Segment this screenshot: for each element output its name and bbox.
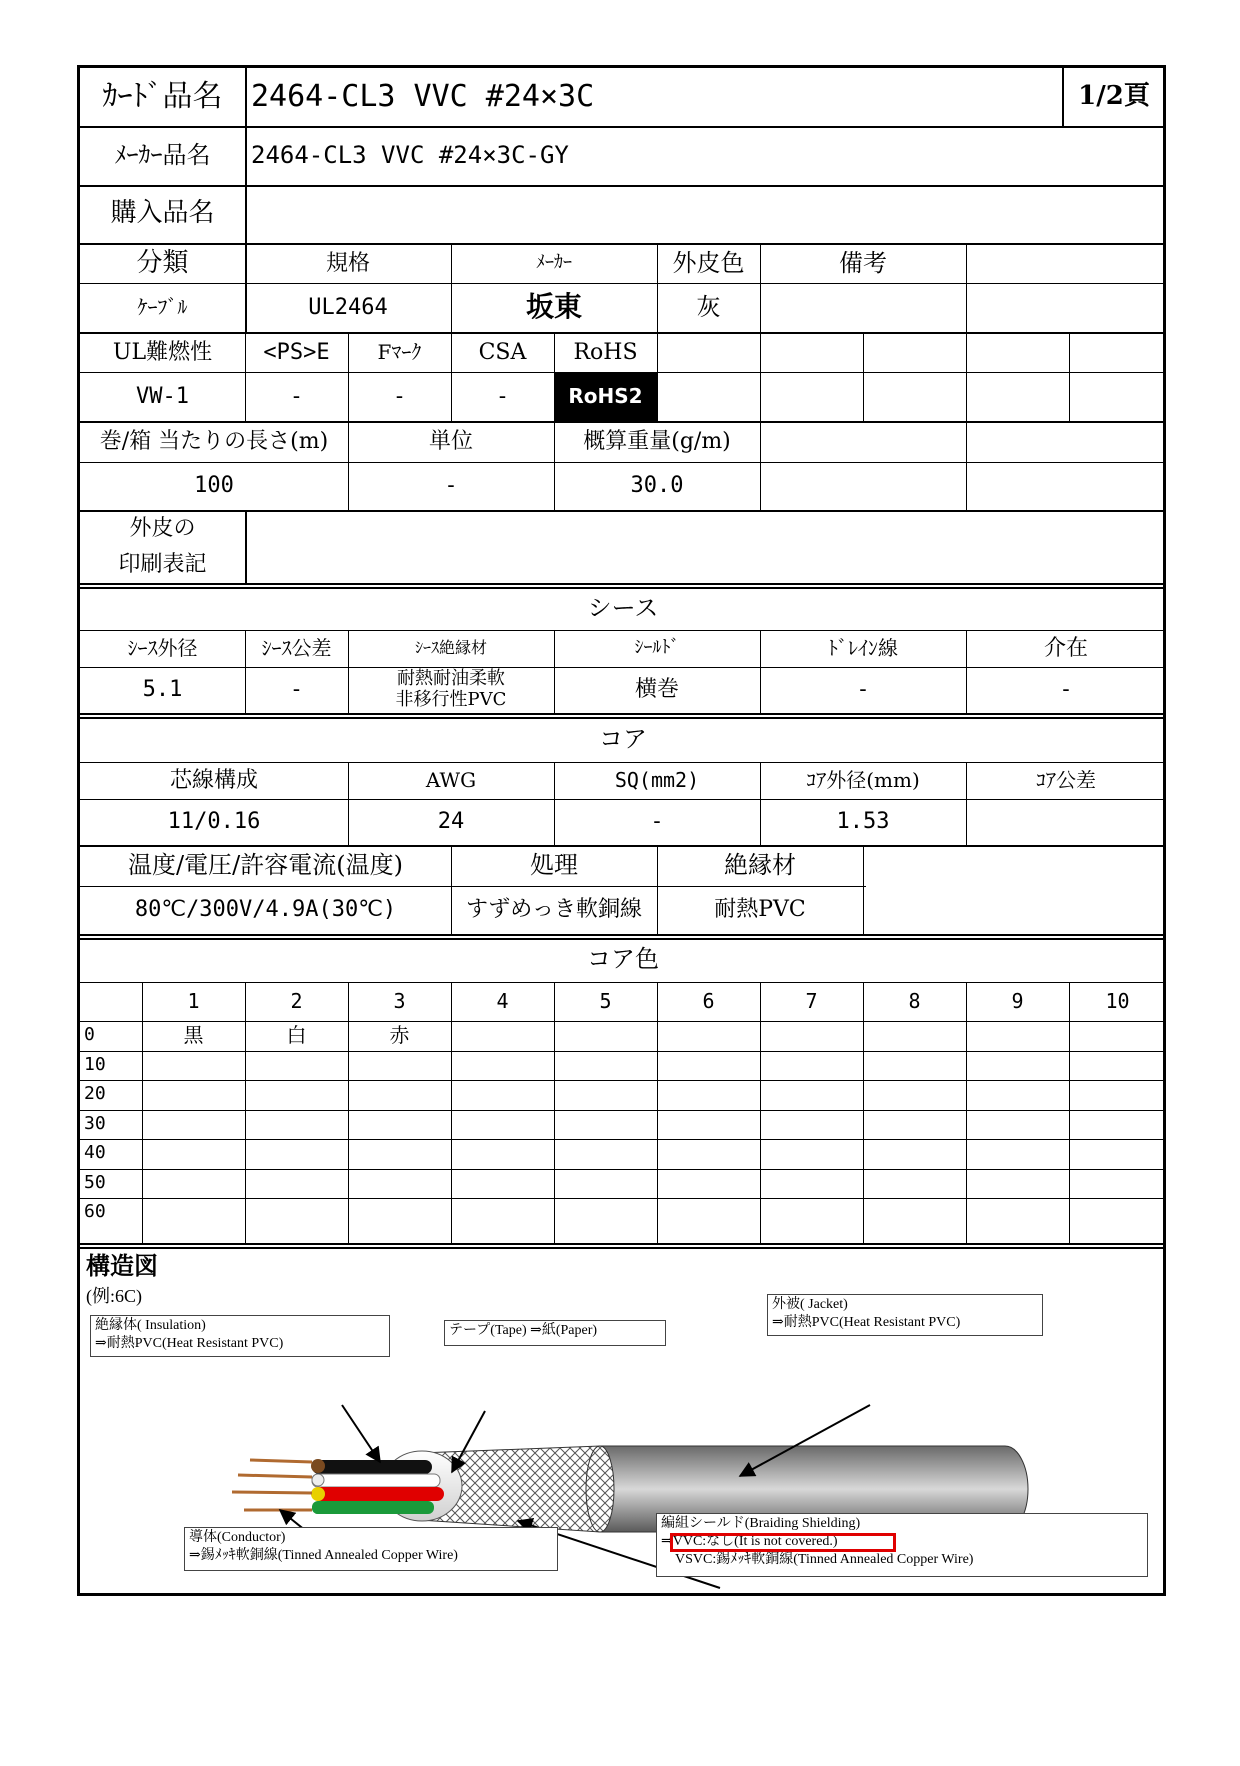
- grid-line: [245, 630, 246, 713]
- core-tolerance-value: [966, 799, 1166, 845]
- grid-line: [760, 982, 761, 1243]
- insulation-callout-line-2: ⇒耐熱PVC(Heat Resistant PVC): [95, 1336, 284, 1352]
- core-color-column-header: 6: [702, 989, 715, 1013]
- core-color-corner: [80, 982, 142, 1021]
- insulation-arrow: [342, 1405, 380, 1462]
- core-color-cell: [245, 1198, 348, 1228]
- core-insulation-value: 耐熱PVC: [714, 897, 806, 923]
- wire-end-green: [312, 1502, 324, 1514]
- conductor-3: [232, 1492, 312, 1493]
- treatment-value: すずめっき軟銅線: [465, 897, 642, 923]
- sheath-tolerance-header: ｼｰｽ公差: [261, 636, 332, 660]
- card-name-value: 2464-CL3 VVC #24×3C: [251, 78, 595, 114]
- grid-line: [245, 244, 247, 332]
- spec-sheet: [77, 65, 1166, 1596]
- braid-vvc-note: VVC:なし(It is not covered.): [672, 1534, 838, 1550]
- core-color-row-label: 60: [84, 1201, 106, 1223]
- grid-line: [1062, 68, 1064, 126]
- insulation-callout-line-1: 絶縁体( Insulation): [95, 1318, 206, 1333]
- core-color-row-label: 0: [84, 1024, 95, 1046]
- weight-value: 30.0: [630, 473, 684, 499]
- grid-line: [1069, 982, 1070, 1243]
- grid-line: [80, 1243, 1163, 1245]
- core-od-value: 1.53: [836, 809, 890, 835]
- core-color-cell: [554, 1198, 657, 1228]
- print-marking-value: [245, 511, 1165, 583]
- core-color-row-label: 10: [84, 1053, 106, 1075]
- core-color-cell: [348, 1080, 451, 1110]
- length-per-reel-header: 巻/箱 当たりの長さ(m): [99, 429, 329, 455]
- grid-line: [348, 332, 349, 421]
- jacket-callout-line-1: 外被( Jacket): [772, 1297, 848, 1312]
- core-color-row-label: 50: [84, 1171, 106, 1193]
- weight-header: 概算重量(g/m): [583, 429, 731, 455]
- f-mark-header: Fﾏｰｸ: [377, 340, 422, 364]
- core-color-row-label: 40: [84, 1142, 106, 1164]
- structure-title: 構造図: [86, 1252, 158, 1281]
- core-color-cell: [760, 1198, 863, 1228]
- core-color-column-header: 4: [496, 989, 509, 1013]
- unit-header: 単位: [428, 429, 473, 455]
- core-color-cell: [348, 1051, 451, 1081]
- vvc-highlight-box: [670, 1533, 896, 1552]
- core-color-cell: [451, 1110, 554, 1140]
- grid-line: [80, 510, 1163, 512]
- core-color-cell: [966, 1110, 1069, 1140]
- wire-red: [312, 1487, 444, 1501]
- core-color-cell: [966, 1198, 1069, 1228]
- core-color-cell: [863, 1080, 966, 1110]
- braid-callout-line-3: VSVC:錫ﾒｯｷ軟銅線(Tinned Annealed Copper Wire): [675, 1552, 974, 1568]
- core-color-cell: [451, 1080, 554, 1110]
- grid-line: [966, 421, 967, 510]
- core-color-cell: [1069, 1139, 1166, 1169]
- sheath-tolerance-value: -: [292, 677, 301, 703]
- core-color-cell: [760, 1051, 863, 1081]
- core-color-row-label: 20: [84, 1083, 106, 1105]
- remarks-header: 備考: [839, 248, 887, 277]
- core-color-cell: [142, 1110, 245, 1140]
- grid-line: [863, 332, 864, 421]
- core-color-cell: [1069, 1080, 1166, 1110]
- core-color-cell: [554, 1051, 657, 1081]
- sheath-od-header: ｼｰｽ外径: [127, 636, 198, 660]
- core-color-cell: [554, 1080, 657, 1110]
- core-color-cell: [966, 1080, 1069, 1110]
- core-color-cell: [451, 1051, 554, 1081]
- sq-value: -: [653, 809, 661, 835]
- core-color-cell: [245, 1139, 348, 1169]
- maker-header: ﾒｰｶｰ: [536, 252, 572, 274]
- wire-end-yellow: [311, 1487, 325, 1501]
- core-color-cell: [657, 1139, 760, 1169]
- filler-value: -: [1062, 677, 1070, 703]
- core-color-cell: [245, 1080, 348, 1110]
- grid-line: [80, 667, 1163, 668]
- core-color-column-header: 2: [290, 989, 303, 1013]
- core-color-cell: [966, 1169, 1069, 1199]
- core-color-cell: [348, 1139, 451, 1169]
- core-color-cell: [554, 1110, 657, 1140]
- core-color-column-header: 5: [599, 989, 612, 1013]
- grid-line: [760, 762, 761, 845]
- grid-line: [80, 799, 1163, 800]
- grid-line: [80, 1051, 1163, 1052]
- grid-line: [80, 583, 1163, 585]
- core-color-column-header: 1: [187, 989, 200, 1013]
- braid-callout-line-1: 編組シールド(Braiding Shielding): [661, 1516, 861, 1531]
- jacket-callout-line-2: ⇒耐熱PVC(Heat Resistant PVC): [772, 1315, 961, 1331]
- core-color-cell: 赤: [389, 1023, 410, 1048]
- core-color-cell: [451, 1139, 554, 1169]
- core-color-cell: [348, 1198, 451, 1228]
- core-color-cell: [863, 1021, 966, 1051]
- jacket-callout: [767, 1294, 1043, 1336]
- standard-header: 規格: [325, 250, 370, 276]
- strand-construction-value: 11/0.16: [167, 809, 261, 835]
- sheath-insulation-header: ｼｰｽ絶縁材: [414, 638, 487, 658]
- braid-end: [586, 1446, 614, 1532]
- grid-line: [348, 982, 349, 1243]
- core-color-cell: [657, 1080, 760, 1110]
- grid-line: [80, 372, 1163, 373]
- treatment-header: 処理: [530, 851, 578, 880]
- core-color-cell: [142, 1051, 245, 1081]
- grid-line: [1069, 332, 1070, 421]
- conductor-callout-line-2: ⇒錫ﾒｯｷ軟銅線(Tinned Annealed Copper Wire): [189, 1548, 458, 1564]
- core-color-cell: [1069, 1169, 1166, 1199]
- core-color-cell: [348, 1110, 451, 1140]
- core-color-cell: [245, 1051, 348, 1081]
- core-color-cell: [554, 1169, 657, 1199]
- braid-callout-arrow: ⇒: [661, 1534, 673, 1550]
- grid-line: [80, 1169, 1163, 1170]
- grid-line: [245, 982, 246, 1243]
- awg-value: 24: [437, 809, 465, 835]
- wire-white: [312, 1474, 440, 1487]
- grid-line: [554, 630, 555, 713]
- page-indicator: 1/2頁: [1078, 81, 1150, 112]
- core-color-section-title: コア色: [587, 945, 659, 974]
- grid-line: [245, 510, 247, 583]
- print-marking-label-1: 外皮の: [129, 516, 196, 542]
- grid-line: [80, 126, 1163, 128]
- grid-line: [966, 332, 967, 421]
- length-per-reel-value: 100: [194, 473, 234, 499]
- core-color-cell: [760, 1169, 863, 1199]
- grid-line: [80, 587, 1163, 589]
- csa-value: -: [498, 383, 507, 409]
- purchase-name-value: [245, 185, 1165, 243]
- grid-line: [760, 630, 761, 713]
- sheath-insulation-value-2: 非移行性PVC: [395, 689, 507, 711]
- grid-line: [80, 1110, 1163, 1111]
- grid-line: [760, 421, 761, 510]
- grid-line: [80, 1021, 1163, 1022]
- purchase-name-label: 購入品名: [110, 198, 215, 229]
- core-color-cell: [863, 1110, 966, 1140]
- structure-example: (例:6C): [86, 1285, 142, 1306]
- pse-value: -: [292, 383, 301, 409]
- f-mark-value: -: [395, 383, 404, 409]
- grid-line: [863, 845, 864, 934]
- sheath-section-title: シース: [587, 593, 659, 622]
- core-color-cell: [657, 1110, 760, 1140]
- core-color-cell: [760, 1021, 863, 1051]
- awg-header: AWG: [425, 768, 477, 792]
- unit-value: -: [447, 473, 455, 499]
- core-color-cell: [142, 1169, 245, 1199]
- core-color-cell: [863, 1198, 966, 1228]
- jacket-color-header: 外皮色: [672, 248, 745, 277]
- shield-value: 横巻: [634, 677, 679, 703]
- core-color-cell: [142, 1139, 245, 1169]
- sheath-od-value: 5.1: [142, 677, 183, 703]
- grid-line: [80, 713, 1163, 715]
- core-color-row-label: 30: [84, 1112, 106, 1134]
- core-color-cell: [245, 1169, 348, 1199]
- print-marking-label-2: 印刷表記: [118, 552, 207, 578]
- core-color-cell: [245, 1110, 348, 1140]
- core-color-cell: 黒: [183, 1023, 204, 1048]
- grid-line: [348, 421, 349, 510]
- core-color-cell: [554, 1021, 657, 1051]
- core-color-cell: [966, 1139, 1069, 1169]
- core-color-cell: [451, 1021, 554, 1051]
- grid-line: [80, 185, 1163, 187]
- drain-wire-header: ﾄﾞﾚｲﾝ線: [828, 636, 898, 660]
- conductor-1: [250, 1460, 312, 1462]
- grid-line: [760, 332, 761, 421]
- grid-line: [80, 283, 1163, 284]
- grid-line: [245, 68, 247, 244]
- core-color-cell: [1069, 1051, 1166, 1081]
- grid-line: [554, 332, 555, 421]
- core-color-cell: [863, 1139, 966, 1169]
- grid-line: [966, 630, 967, 713]
- core-color-cell: [142, 1198, 245, 1228]
- grid-line: [451, 244, 452, 332]
- grid-line: [554, 762, 555, 845]
- grid-line: [657, 845, 658, 934]
- grid-line: [80, 717, 1163, 719]
- core-color-column-header: 7: [805, 989, 818, 1013]
- grid-line: [657, 332, 658, 421]
- classification-value: ｹｰﾌﾞﾙ: [137, 295, 188, 319]
- pse-header: <PS>E: [263, 339, 330, 365]
- grid-line: [966, 244, 967, 332]
- card-name-label: ｶｰﾄﾞ品名: [102, 78, 223, 114]
- shield-header: ｼｰﾙﾄﾞ: [634, 637, 680, 659]
- core-color-cell: [451, 1198, 554, 1228]
- standard-value: UL2464: [308, 294, 388, 320]
- grid-line: [348, 630, 349, 713]
- grid-line: [80, 845, 1163, 847]
- core-color-cell: [1069, 1110, 1166, 1140]
- rohs-value: RoHS2: [554, 372, 657, 421]
- maker-name-label: ﾒｰｶｰ品名: [114, 140, 211, 169]
- grid-line: [80, 934, 1163, 936]
- core-color-cell: [142, 1080, 245, 1110]
- grid-line: [348, 762, 349, 845]
- rating-header: 温度/電圧/許容電流(温度): [128, 851, 403, 880]
- core-color-cell: [966, 1021, 1069, 1051]
- core-color-cell: [760, 1080, 863, 1110]
- grid-line: [760, 244, 761, 332]
- core-color-cell: [554, 1139, 657, 1169]
- core-color-column-header: 10: [1105, 989, 1130, 1013]
- grid-line: [142, 982, 143, 1243]
- maker-value: 坂東: [525, 290, 582, 324]
- conductor-2: [238, 1475, 312, 1477]
- grid-line: [80, 421, 1163, 423]
- grid-line: [554, 421, 555, 510]
- core-color-cell: [1069, 1021, 1166, 1051]
- core-section-title: コア: [599, 724, 647, 753]
- sheath-insulation-value-1: 耐熱耐油柔軟: [397, 668, 505, 690]
- csa-header: CSA: [478, 339, 527, 365]
- rohs-header: RoHS: [573, 339, 638, 365]
- grid-line: [80, 1198, 1163, 1199]
- grid-line: [451, 845, 452, 934]
- classification-header: 分類: [136, 247, 189, 278]
- grid-line: [80, 886, 866, 887]
- ul-flammability-header: UL難燃性: [112, 339, 213, 365]
- grid-line: [966, 982, 967, 1243]
- grid-line: [80, 243, 1163, 245]
- core-color-column-header: 8: [908, 989, 921, 1013]
- core-tolerance-header: ｺｱ公差: [1036, 768, 1096, 792]
- grid-line: [80, 938, 1163, 940]
- sq-header: SQ(mm2): [614, 768, 700, 792]
- wire-green: [312, 1501, 434, 1514]
- core-insulation-header: 絶縁材: [724, 851, 796, 880]
- core-color-cell: [657, 1169, 760, 1199]
- rating-value: 80℃/300V/4.9A(30℃): [134, 897, 397, 923]
- grid-line: [80, 982, 1163, 983]
- core-color-cell: [657, 1051, 760, 1081]
- grid-line: [451, 332, 452, 421]
- grid-line: [554, 982, 555, 1243]
- grid-line: [657, 982, 658, 1243]
- grid-line: [245, 332, 246, 421]
- core-color-cell: 白: [286, 1023, 307, 1048]
- core-color-cell: [863, 1051, 966, 1081]
- core-color-column-header: 3: [393, 989, 406, 1013]
- conductor-callout-line-1: 導体(Conductor): [189, 1530, 286, 1545]
- filler-header: 介在: [1043, 635, 1088, 661]
- jacket-color-value: 灰: [696, 292, 721, 321]
- core-color-cell: [348, 1169, 451, 1199]
- tape-callout: [444, 1320, 666, 1346]
- insulation-callout: [90, 1315, 390, 1357]
- grid-line: [80, 762, 1163, 763]
- grid-line: [657, 244, 658, 332]
- core-color-column-header: 9: [1011, 989, 1024, 1013]
- grid-line: [80, 1139, 1163, 1140]
- maker-name-value: 2464-CL3 VVC #24×3C-GY: [251, 140, 569, 169]
- grid-line: [80, 462, 1163, 463]
- tape-callout-text: テープ(Tape) ⇒紙(Paper): [449, 1323, 598, 1338]
- core-color-cell: [863, 1169, 966, 1199]
- core-od-header: ｺｱ外径(mm): [806, 768, 920, 792]
- ul-flammability-value: VW-1: [136, 383, 189, 409]
- grid-line: [80, 1080, 1163, 1081]
- grid-line: [451, 982, 452, 1243]
- core-color-cell: [1069, 1198, 1166, 1228]
- drain-wire-value: -: [859, 677, 867, 703]
- strand-construction-header: 芯線構成: [169, 767, 258, 793]
- core-color-cell: [966, 1051, 1069, 1081]
- core-color-cell: [657, 1198, 760, 1228]
- core-color-cell: [657, 1021, 760, 1051]
- wire-end-brown: [311, 1459, 325, 1473]
- core-color-cell: [760, 1110, 863, 1140]
- core-color-cell: [760, 1139, 863, 1169]
- core-color-cell: [451, 1169, 554, 1199]
- remarks-value: [760, 283, 966, 332]
- grid-line: [966, 762, 967, 845]
- wire-end-white: [312, 1474, 324, 1486]
- grid-line: [80, 1247, 1163, 1249]
- grid-line: [80, 630, 1163, 631]
- grid-line: [80, 332, 1163, 334]
- wire-black: [312, 1460, 432, 1474]
- conductor-callout: [184, 1527, 558, 1571]
- grid-line: [863, 982, 864, 1243]
